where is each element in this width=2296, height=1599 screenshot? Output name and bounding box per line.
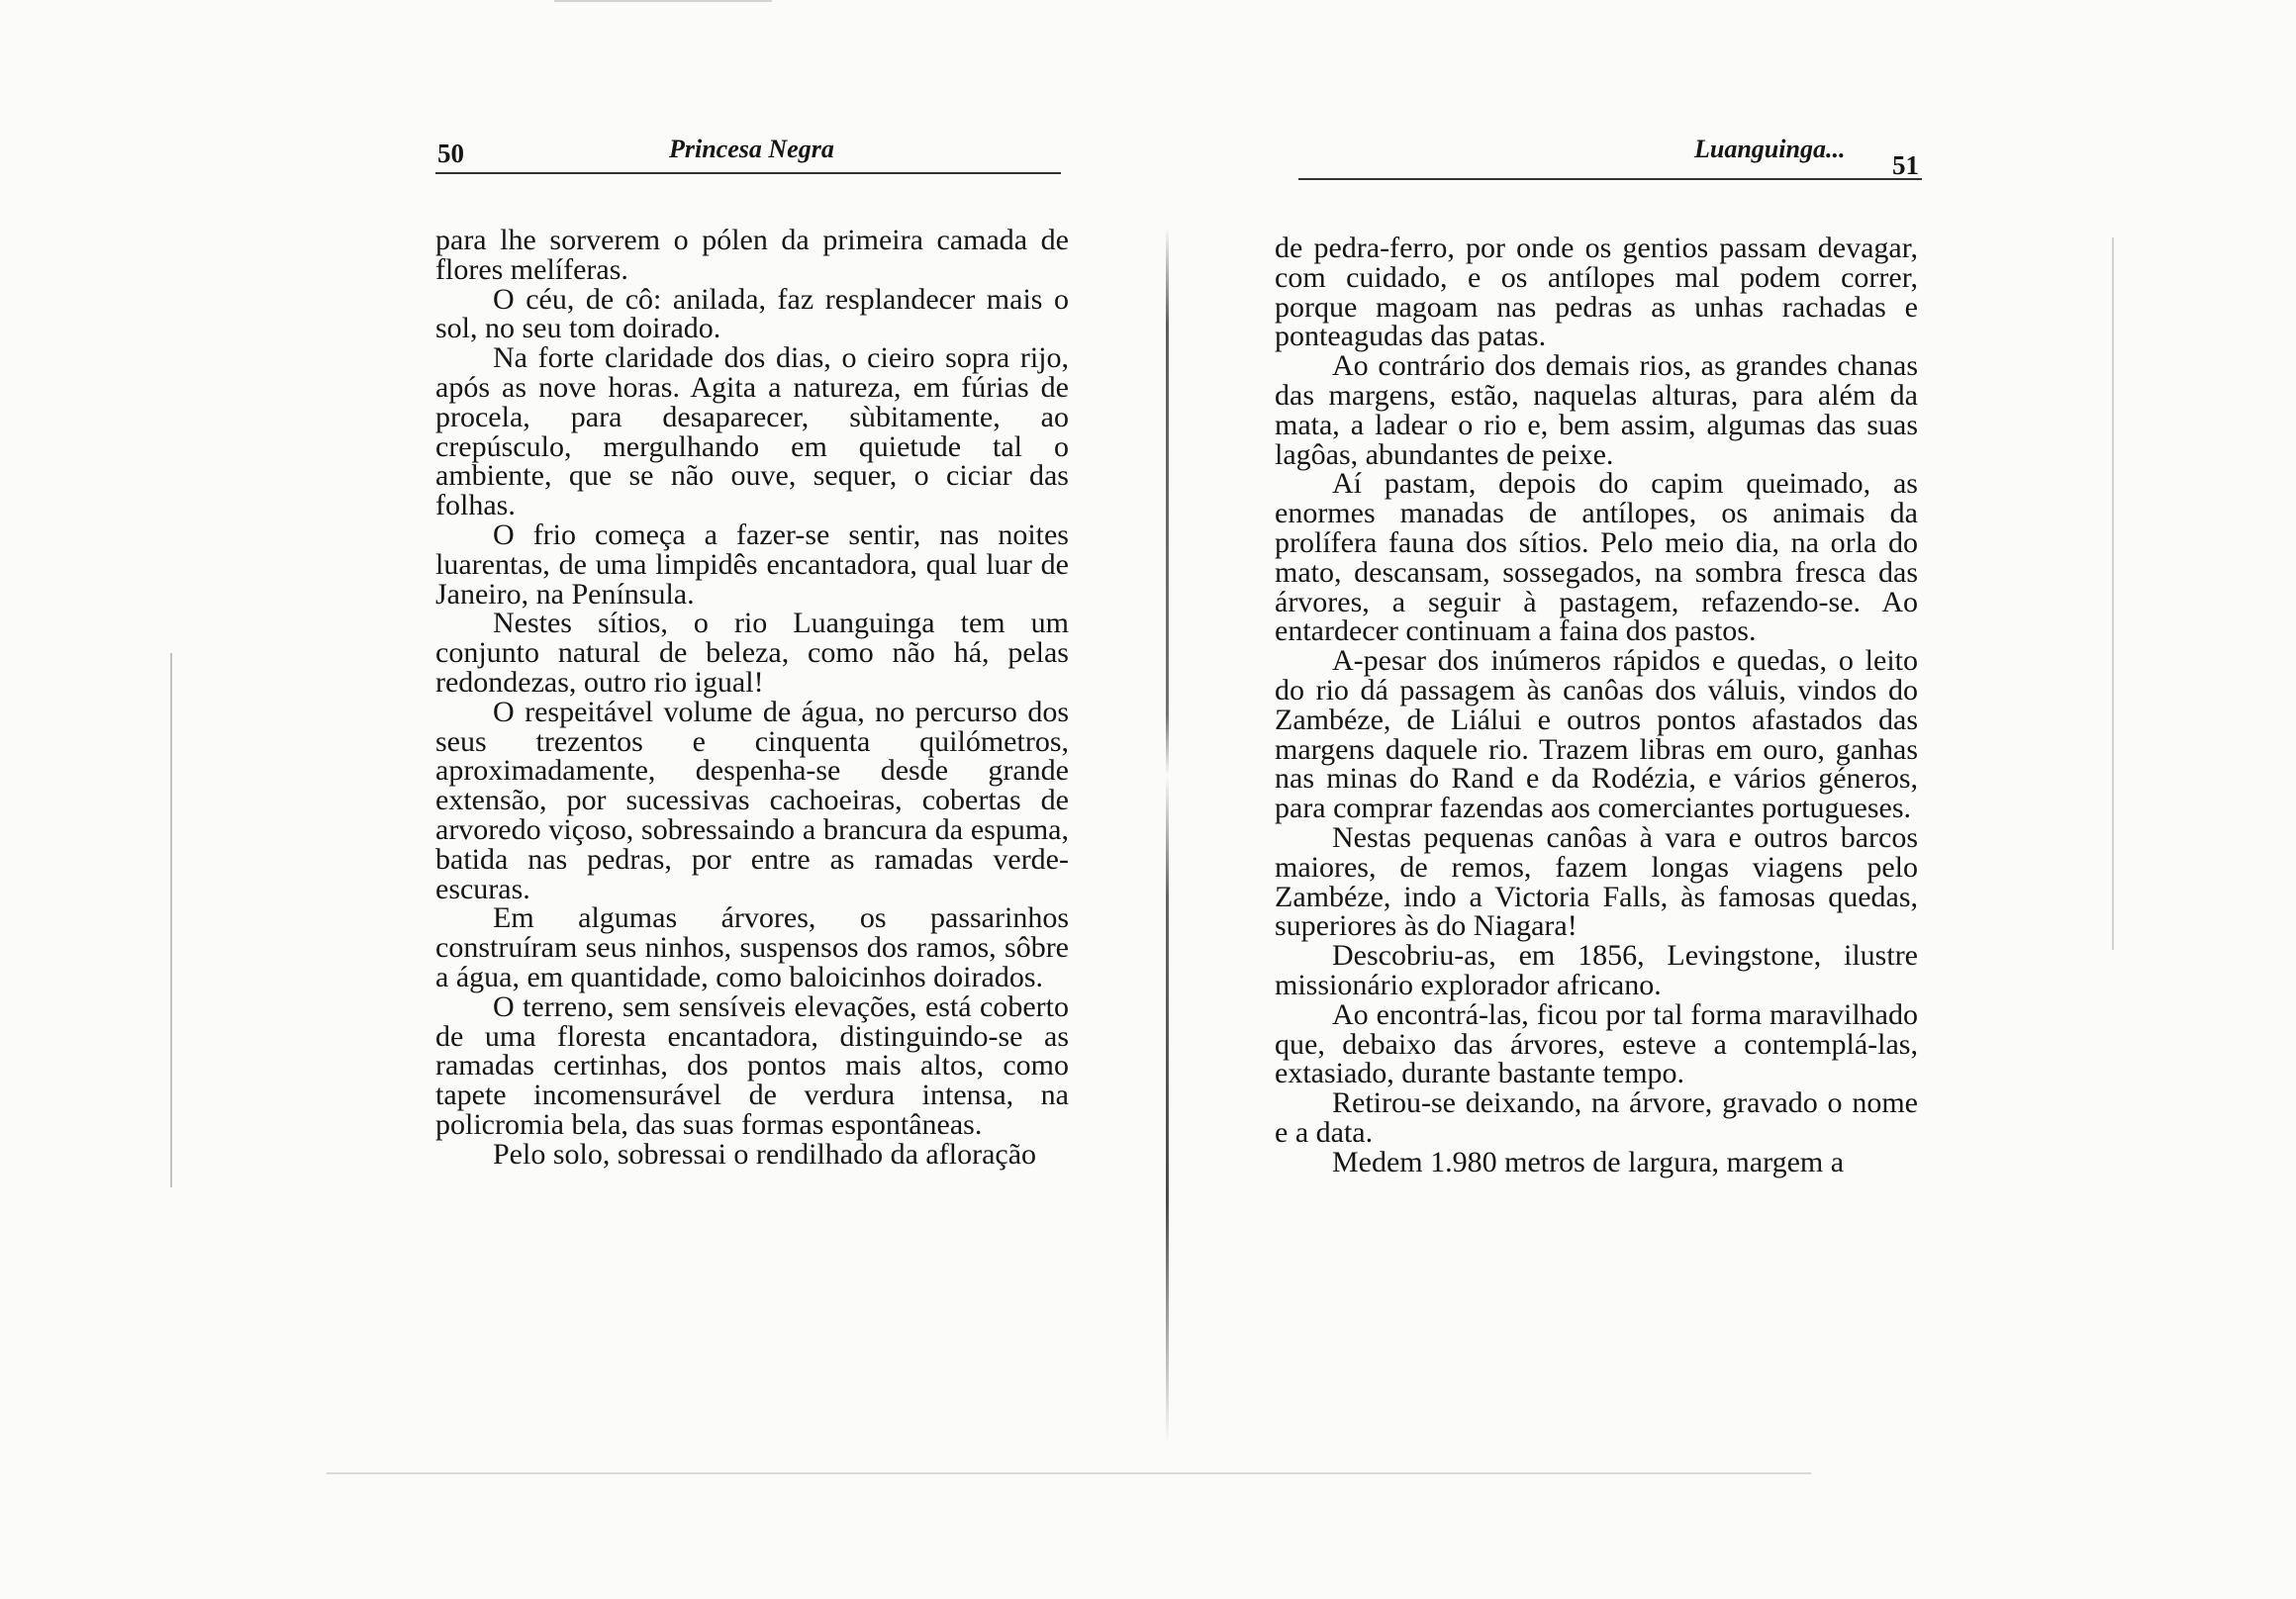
running-title-left: Princesa Negra (669, 135, 834, 163)
scan-top-line (554, 0, 772, 2)
paragraph: Na forte claridade dos dias, o cieiro sopra rijo, após as nove horas. Agita a natureza, em fúrias de procela, para desaparecer, sùbitamente, ao crepúsculo, mergulhando em quietude tal o ambiente, que se não ouve, sequer, o ciciar das folhas. (435, 341, 1069, 522)
paragraph: Em algumas árvores, os passarinhos construíram seus ninhos, suspensos dos ramos, sôbre a água, em quantidade, como baloicinhos doirados. (435, 901, 1069, 993)
paragraph: Descobriu-as, em 1856, Levingstone, ilustre missionário explorador africano. (1275, 939, 1918, 1001)
scan-edge-mark (2112, 237, 2114, 950)
paragraph: Ao contrário dos demais rios, as grandes chanas das margens, estão, naquelas alturas, para além da mata, a ladear o rio e, bem assim, algumas das suas lagôas, abundantes de peixe. (1275, 349, 1918, 471)
scan-bottom-line (327, 1472, 1811, 1474)
left-running-head (435, 135, 1069, 174)
paragraph: O frio começa a fazer-se sentir, nas noites luarentas, de uma limpidês encantadora, qual luar de Janeiro, na Península. (435, 517, 1069, 611)
paragraph: Ao encontrá-las, ficou por tal forma maravilhado que, debaixo das árvores, esteve a contemplá-las, extasiado, durante bastante tempo. (1275, 997, 1918, 1090)
header-rule-left (435, 172, 1061, 174)
page-fold-shadow (1166, 228, 1169, 1445)
page-number-left: 50 (437, 139, 464, 168)
paragraph: O respeitável volume de água, no percurso dos seus trezentos e cinquenta quilómetros, aproximadamente, despenha-se desde grande extensão, por sucessivas cachoeiras, cobertas de arvoredo viçoso, sobressaindo a brancura da espuma, batida nas pedras, por entre as ramadas verde-escuras. (435, 695, 1069, 905)
header-rule-right (1298, 178, 1922, 180)
page-number-right: 51 (1892, 150, 1919, 180)
paragraph: para lhe sorverem o pólen da primeira camada de flores melíferas. (435, 224, 1069, 286)
scan-edge-mark (170, 653, 172, 1187)
paragraph: O terreno, sem sensíveis elevações, está coberto de uma floresta encantadora, distinguindo-se as ramadas certinhas, dos pontos mais altos, como tapete incomensurável de verdura intensa, na policromia bela, das suas formas espontâneas. (435, 989, 1069, 1141)
running-title-right: Luanguinga... (1694, 135, 1846, 163)
paragraph: Pelo solo, sobressai o rendilhado da afloração (493, 1137, 1037, 1171)
paragraph: Aí pastam, depois do capim queimado, as enormes manadas de antílopes, os animais da prolífera fauna dos sítios. Pelo meio dia, na orla do mato, descansam, sossegados, na sombra fresca das árvores, a seguir à pastagem, refazendo-se. Ao entardecer continuam a faina dos pastos. (1275, 467, 1918, 648)
paragraph: Medem 1.980 metros de largura, margem a (1332, 1145, 1845, 1178)
paragraph: A-pesar dos inúmeros rápidos e quedas, o leito do rio dá passagem às canôas dos váluis, vindos do Zambéze, de Liálui e outros pontos afastados das margens daquele rio. Trazem libras em ouro, ganhas nas minas do Rand e da Rodézia, e vários géneros, para comprar fazendas aos comerciantes portugueses. (1275, 644, 1918, 825)
paragraph: Nestas pequenas canôas à vara e outros barcos maiores, de remos, fazem longas viagens pelo Zambéze, indo a Victoria Falls, às famosas quedas, superiores às do Niagara! (1275, 820, 1918, 943)
paragraph: Retirou-se deixando, na árvore, gravado o nome e a data. (1275, 1086, 1918, 1149)
paragraph: de pedra-ferro, por onde os gentios passam devagar, com cuidado, e os antílopes mal podem correr, porque magoam nas pedras as unhas rachadas e ponteagudas das patas. (1275, 232, 1918, 353)
right-page-body (1275, 234, 1918, 1177)
paragraph: O céu, de cô: anilada, faz resplandecer mais o sol, no seu tom doirado. (435, 282, 1069, 345)
left-page-body (435, 226, 1069, 1170)
paragraph: Nestes sítios, o rio Luanguinga tem um conjunto natural de beleza, como não há, pelas redondezas, outro rio igual! (435, 607, 1069, 699)
right-running-head (1287, 135, 1930, 180)
right-page (1148, 0, 2296, 1599)
